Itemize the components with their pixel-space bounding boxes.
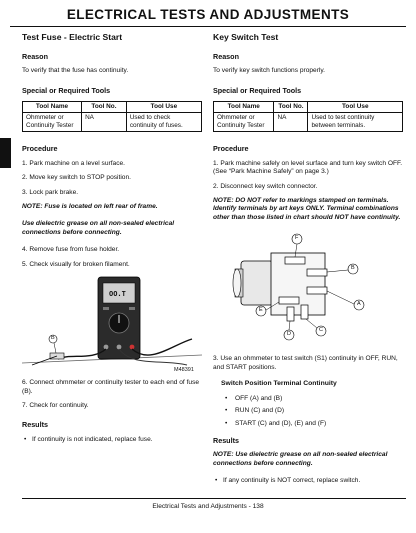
continuity-item: • RUN (C) and (D)	[221, 407, 403, 415]
table-header: Tool Use	[308, 101, 403, 112]
procedure-step: 1. Park machine on a level surface.	[22, 159, 125, 167]
continuity-item: • START (C) and (D), (E) and (F)	[221, 420, 403, 428]
callout-b: B	[351, 265, 355, 272]
procedure-heading: Procedure	[22, 144, 58, 154]
table-cell: NA	[274, 113, 308, 132]
results-heading: Results	[213, 436, 239, 446]
table-cell: Used to test continuity between terminals.	[308, 113, 403, 132]
table-header: Tool Name	[214, 101, 274, 112]
callout-a: A	[357, 301, 361, 308]
figure-reference: M48391	[174, 367, 194, 374]
key-switch-illustration	[225, 231, 375, 349]
callout-f: F	[295, 235, 299, 242]
reason-text: To verify key switch functions properly.	[213, 67, 326, 75]
result-item: • If any continuity is NOT correct, replace switch.	[213, 477, 403, 485]
procedure-step: 7. Check for continuity.	[22, 402, 89, 410]
procedure-step: 6. Connect ohmmeter or continuity tester to each end of fuse (B).	[22, 379, 200, 395]
key-switch-test-section	[213, 32, 403, 490]
ohmmeter-figure	[22, 275, 202, 375]
table-header: Tool No.	[82, 101, 127, 112]
header-rule	[10, 26, 406, 27]
table-header: Tool No.	[274, 101, 308, 112]
procedure-step: 4. Remove fuse from fuse holder.	[22, 246, 120, 254]
procedure-step: 2. Disconnect key switch connector.	[213, 182, 318, 190]
dielectric-grease-note: Use dielectric grease on all non-sealed electrical connections before connecting.	[22, 220, 175, 236]
callout-d: D	[287, 331, 291, 338]
procedure-step: 5. Check visually for broken filament.	[22, 260, 130, 268]
table-cell: Ohmmeter or Continuity Tester	[214, 113, 274, 132]
table-cell: NA	[82, 113, 127, 132]
result-item: • If continuity is not indicated, replace fuse.	[22, 436, 202, 444]
key-switch-figure	[225, 231, 375, 349]
page-header	[10, 6, 406, 26]
fuse-test-section	[22, 32, 202, 448]
callout-c: C	[319, 327, 323, 334]
meter-display: OO.T	[109, 290, 126, 299]
footer-rule	[22, 498, 406, 499]
callout-b: B	[51, 335, 55, 342]
reason-heading: Reason	[22, 52, 48, 61]
page-footer: Electrical Tests and Adjustments - 138	[152, 503, 264, 510]
table-header: Tool Use	[126, 101, 201, 112]
table-cell: Used to check continuity of fuses.	[126, 113, 201, 132]
table-row	[214, 113, 403, 132]
dielectric-grease-note: NOTE: Use dielectric grease on all non-sealed electrical connections before connecting.	[213, 451, 388, 467]
table-header: Tool Name	[23, 101, 82, 112]
continuity-heading: Switch Position Terminal Continuity	[221, 380, 337, 388]
section-tab-marker	[0, 138, 11, 168]
callout-e: E	[259, 307, 263, 314]
reason-heading: Reason	[213, 52, 239, 61]
reason-text: To verify that the fuse has continuity.	[22, 67, 129, 75]
table-row	[23, 113, 202, 132]
tools-heading: Special or Required Tools	[22, 85, 111, 95]
tools-table	[22, 101, 202, 133]
procedure-step: 3. Use an ohmmeter to test switch (S1) continuity in OFF, RUN, and START positions.	[213, 355, 398, 371]
tools-heading: Special or Required Tools	[213, 85, 302, 95]
fuse-location-note: NOTE: Fuse is located on left rear of frame.	[22, 202, 158, 210]
procedure-heading: Procedure	[213, 144, 249, 154]
table-header-row	[214, 101, 403, 112]
procedure-step: 3. Lock park brake.	[22, 188, 79, 196]
continuity-list	[213, 380, 403, 428]
continuity-item: • OFF (A) and (B)	[221, 395, 403, 403]
results-heading: Results	[22, 420, 48, 430]
fuse-test-title: Test Fuse - Electric Start	[22, 32, 123, 42]
procedure-step: 2. Move key switch to STOP position.	[22, 174, 131, 182]
key-switch-test-title: Key Switch Test	[213, 32, 279, 42]
page-title: ELECTRICAL TESTS AND ADJUSTMENTS	[66, 7, 350, 22]
tools-table	[213, 101, 403, 133]
terminal-markings-note: NOTE: DO NOT refer to markings stamped on terminals. Identify terminals by art keys ONLY. Terminal combinations other than those listed in chart should NOT have continuity.	[213, 196, 401, 221]
table-cell: Ohmmeter or Continuity Tester	[23, 113, 82, 132]
procedure-step: 1. Park machine safely on level surface and turn key switch OFF. (See “Park Machine Safely” on page 3.)	[213, 159, 403, 176]
table-header-row	[23, 101, 202, 112]
